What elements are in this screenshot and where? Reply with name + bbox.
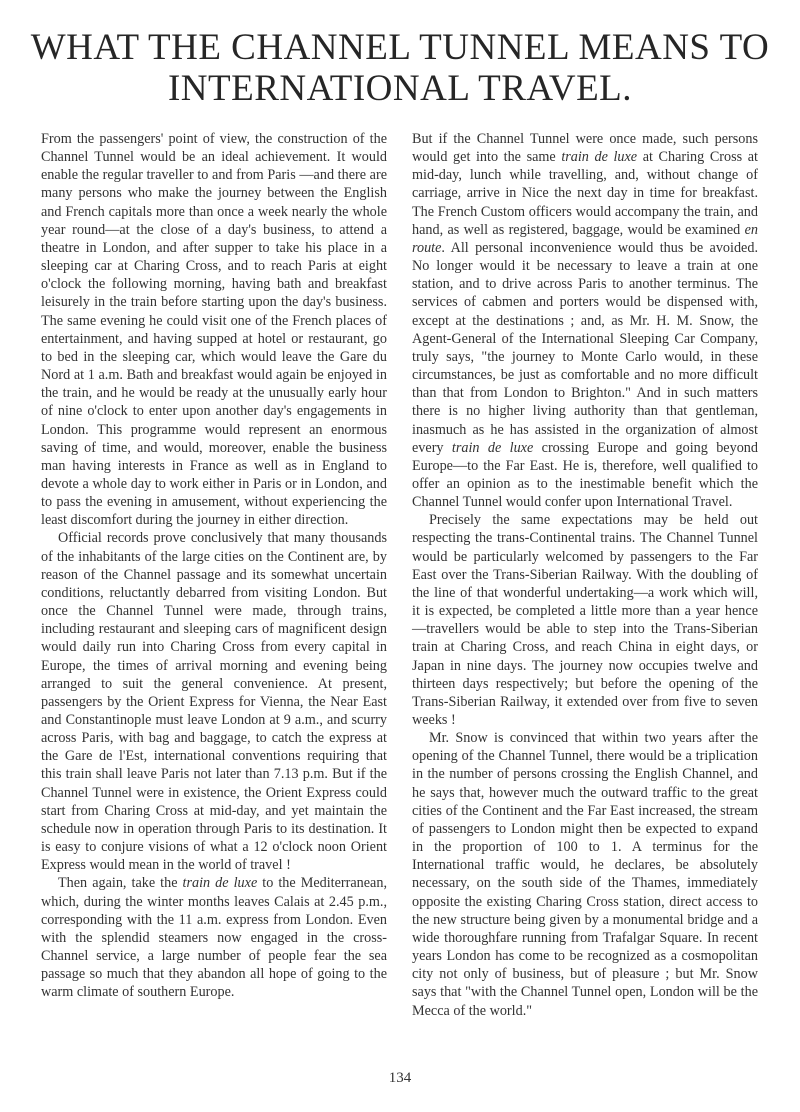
article-title-line-1: WHAT THE CHANNEL TUNNEL MEANS TO	[30, 27, 770, 68]
paragraph: Then again, take the train de luxe to the Mediterranean, which, during the winter months leaves Calais at 2.45 p.m., corresponding with the 11 a.m. express from London. Even with the splendid steamers now engaged in the cross-Channel service, a large number of people fear the sea passage so much that they abandon all hope of going to the warm climate of southern Europe.	[41, 875, 387, 1001]
paragraph: But if the Channel Tunnel were once made, such persons would get into the same train de luxe at Charing Cross at mid-day, lunch while travelling, and, without change of carriage, arrive in Nice the next day in time for breakfast. The French Custom officers would accompany the train, and hand, as well as registered, baggage, would be examined en route. All personal inconvenience would thus be avoided. No longer would it be necessary to leave a train at one station, and to drive across Paris to another terminus. The services of cabmen and porters would be dispensed with, except at the destinations ; and, as Mr. H. M. Snow, the Agent-General of the International Sleeping Car Company, truly says, "the journey to Monte Carlo would, in these circumstances, be just as comfortable and no more difficult than that from London to Brighton." And in such matters there is no higher living authority than that gentleman, inasmuch as he has assisted in the organization of almost every train de luxe crossing Europe and going beyond Europe—to the Far East. He is, therefore, well qualified to offer an opinion as to the inestimable benefit which the Channel Tunnel would confer upon International Travel.	[412, 131, 758, 511]
paragraph: Mr. Snow is convinced that within two years after the opening of the Channel Tunnel, there would be a triplication in the number of persons crossing the English Channel, and he says that, however much the outward traffic to the great cities of the Continent and the Far East increased, the stream of passengers to London might then be expected to expand in the proportion of 100 to 1. A terminus for the International traffic would, he declares, be absolutely necessary, on the south side of the Thames, immediately opposite the existing Charing Cross station, direct access to the new structure being given by a monumental bridge and a wide thoroughfare running from Trafalgar Square. In recent years London has come to be recognized as a cosmopolitan city not only of business, but of pleasure ; but Mr. Snow says that "with the Channel Tunnel open, London will be the Mecca of the world."	[412, 730, 758, 1019]
right-column	[412, 130, 758, 1020]
paragraph: From the passengers' point of view, the construction of the Channel Tunnel would be an ideal achievement. It would enable the regular traveller to and from Paris —and there are many persons who make the journey between the English and French capitals more than once a week nearly the whole year round—at the close of a day's business, to attend a theatre in London, and after supper to take his place in a sleeping car at Charing Cross, and to reach Paris at eight o'clock the following morning, having bath and breakfast leisurely in the train before starting upon the day's business. The same evening he could visit one of the French places of entertainment, and having supped at hotel or restaurant, go to bed in the sleeping car, which would leave the Gare du Nord at 1 a.m. Bath and breakfast would again be enjoyed in the train, and he would be ready at the unusually early hour of nine o'clock to enter upon another day's engagements in London. This programme would represent an enormous saving of time, and would, moreover, enable the business man having interests in France as well as in England to devote a whole day to work either in Paris or in London, and to pass the evening in amusement, without experiencing the least discomfort during the journey in either direction.	[41, 131, 387, 529]
paragraph: Official records prove conclusively that many thousands of the inhabitants of the large cities on the Continent are, by reason of the Channel passage and its somewhat uncertain conditions, reluctantly debarred from visiting London. But once the Channel Tunnel were made, through trains, including restaurant and sleeping cars of magnificent design would daily run into Charing Cross from every capital in Europe, the times of arrival morning and evening being arranged to suit the general convenience. At present, passengers by the Orient Express for Vienna, the Near East and Constantinople must leave London at 9 a.m., and scurry across Paris, with bag and baggage, to catch the express at the Gare de l'Est, international conventions requiring that this train shall leave Paris not later than 7.13 p.m. But if the Channel Tunnel were in existence, the Orient Express could start from Charing Cross at mid-day, and yet maintain the schedule now in operation through Paris to its destination. It is easy to conjure visions of what a 12 o'clock noon Orient Express would mean in the world of travel !	[41, 530, 387, 874]
left-column	[41, 130, 387, 1002]
paragraph: Precisely the same expectations may be held out respecting the trans-Continental trains. The Channel Tunnel would be particularly welcomed by passengers to the Far East over the Trans-Siberian Railway. With the doubling of the line of that wonderful undertaking—a work which will, it is expected, be completed a little more than a year hence—travellers would be able to step into the Trans-Siberian train at Charing Cross, and reach China in eight days, or Japan in nine days. The journey now occupies twelve and thirteen days respectively; but before the opening of the Trans-Siberian Railway, it extended over from five to seven weeks !	[412, 512, 758, 728]
page-number: 134	[388, 1070, 412, 1086]
article-title-line-2: INTERNATIONAL TRAVEL.	[167, 68, 633, 109]
